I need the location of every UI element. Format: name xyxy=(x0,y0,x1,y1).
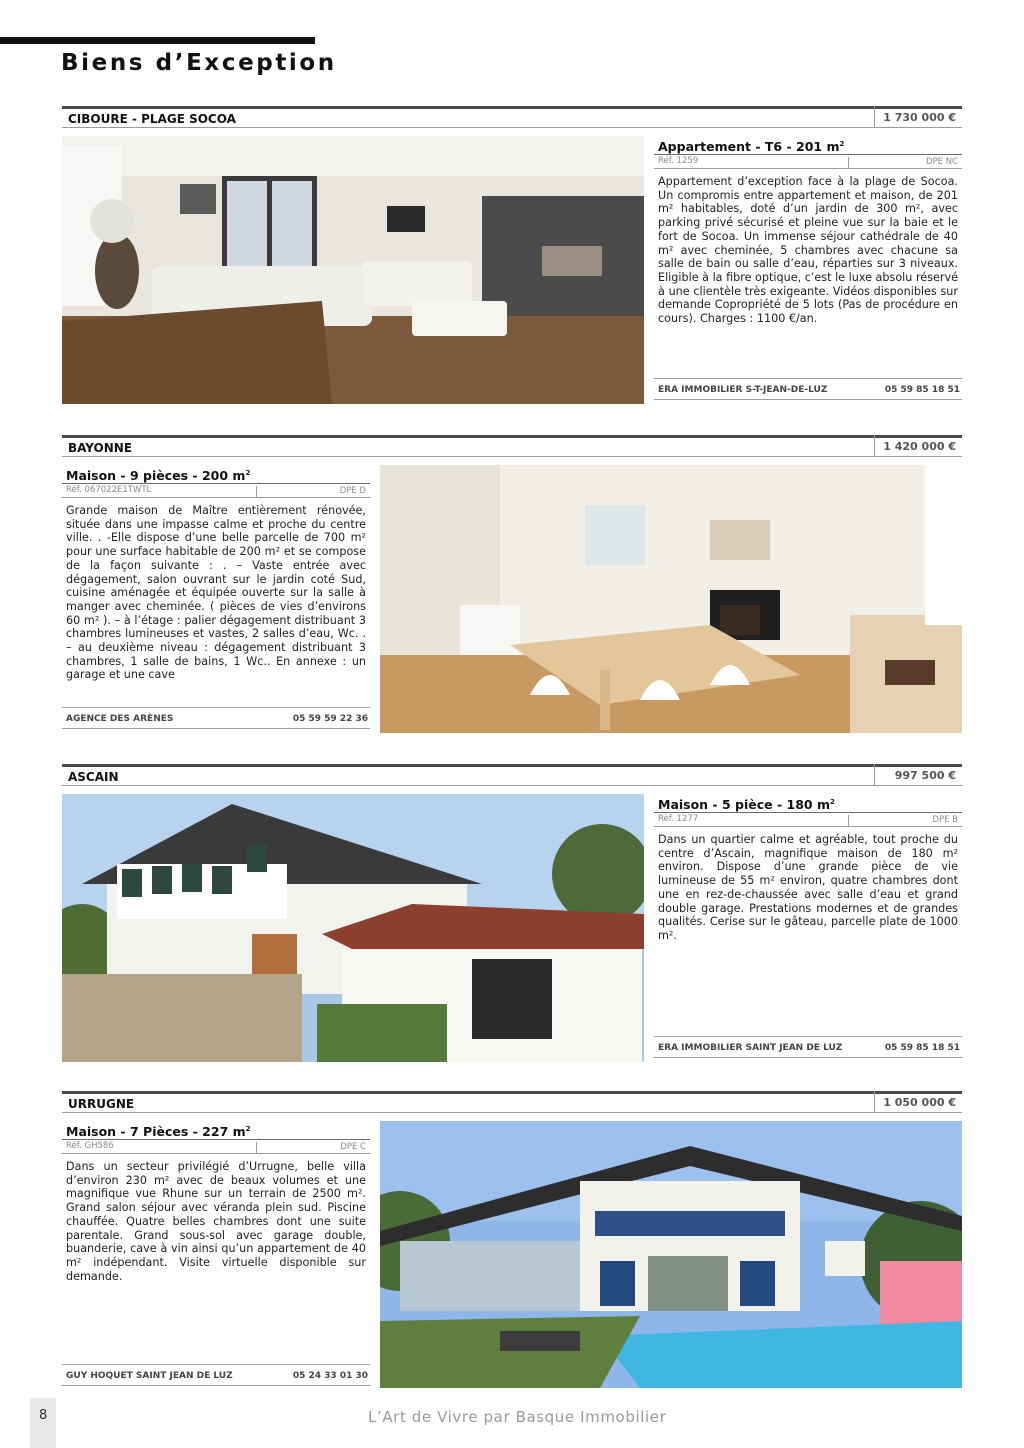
listing-price: 1 420 000 € xyxy=(874,435,962,457)
reference-row xyxy=(62,484,370,498)
footer-tagline: L’Art de Vivre par Basque Immobilier xyxy=(368,1408,667,1426)
listing-header xyxy=(62,106,962,128)
listing-price: 1 730 000 € xyxy=(874,106,962,128)
listing-price: 997 500 € xyxy=(874,764,962,786)
agency-row xyxy=(654,378,962,400)
reference-number: Réf. 1277 xyxy=(658,814,699,824)
page-title: Biens d’Exception xyxy=(61,50,337,76)
agency-name: GUY HOQUET SAINT JEAN DE LUZ xyxy=(66,1371,233,1381)
listing-details xyxy=(654,136,962,326)
listing-photo-villa-pool[interactable] xyxy=(380,1121,962,1388)
reference-row xyxy=(654,155,962,169)
listing-photo-dining-room[interactable] xyxy=(380,465,962,733)
listing-header xyxy=(62,1091,962,1113)
dpe-rating: DPE C xyxy=(256,1142,366,1154)
listing-photo-living-room[interactable] xyxy=(62,136,644,404)
agency-phone[interactable]: 05 59 59 22 36 xyxy=(292,714,368,724)
reference-number: Réf. GH586 xyxy=(66,1141,114,1151)
listing-city: ASCAIN xyxy=(68,770,119,784)
listing-ciboure[interactable] xyxy=(62,106,962,406)
page-number: 8 xyxy=(39,1408,48,1423)
listing-description: Grande maison de Maître entièrement rénovée, située dans une impasse calme et proche du centre ville. . -Elle dispose d’une belle parcelle de 700 m² pour une surface habitable de 200 m² et se compose de la façon suivante : . – Vaste entrée avec dégagement, salon ouvrant sur le jardin coté Sud, cuisine aménagée et équipée ouverte sur la salle à manger avec cheminée. ( pièces de vies d’environs 60 m² ). – à l’étage : palier dégagement distribuant 3 chambres lumineuses et vastes, 2 salles d’eau, Wc. . – au deuxième niveau : dégagement distribuant 3 chambres, 1 salle de bains, 1 Wc.. En annexe : un garage et une cave xyxy=(66,504,366,682)
property-type: Maison - 5 pièce - 180 $m^2$ xyxy=(654,794,962,813)
listing-description: Appartement d’exception face à la plage de Socoa. Un compromis entre appartement et maison, de 201 m² habitables, doté d’un jardin de 300 m², avec parking privé sécurisé et pleine vue sur la baie et le fort de Socoa. Un immense séjour cathédrale de 40 m² avec cheminée, 5 chambres avec chacune sa salle de bain ou salle d’eau, réparties sur 3 niveaux. Eligible à la fibre optique, c’est le luxe absolu réservé à une clientèle très exigeante. Vidéos disponibles sur demande Copropriété de 5 lots (Pas de procédure en cours). Charges : 1100 €/an. xyxy=(658,175,958,326)
listing-header xyxy=(62,435,962,457)
listing-price: 1 050 000 € xyxy=(874,1091,962,1113)
agency-name: ERA IMMOBILIER S-T-JEAN-DE-LUZ xyxy=(658,385,828,395)
listing-details xyxy=(62,1121,370,1283)
reference-number: Réf. 067022E1TWTL xyxy=(66,485,152,495)
agency-phone[interactable]: 05 59 85 18 51 xyxy=(884,385,960,395)
listing-details xyxy=(654,794,962,943)
agency-row xyxy=(62,1364,370,1386)
agency-row xyxy=(654,1036,962,1058)
listing-photo-basque-house[interactable] xyxy=(62,794,644,1062)
agency-phone[interactable]: 05 24 33 01 30 xyxy=(292,1371,368,1381)
page-number-tab xyxy=(30,1398,56,1448)
listing-header xyxy=(62,764,962,786)
dpe-rating: DPE B xyxy=(848,815,958,827)
property-type: Maison - 7 Pièces - 227 $m^2$ xyxy=(62,1121,370,1140)
property-type: Appartement - T6 - 201 $m^2$ xyxy=(654,136,962,155)
dpe-rating: DPE D xyxy=(256,486,366,498)
listing-city: URRUGNE xyxy=(68,1097,135,1111)
listing-description: Dans un quartier calme et agréable, tout proche du centre d’Ascain, magnifique maison de 180 m² environ. Dispose d’une grande pièce de vie lumineuse de 55 m² environ, quatre chambres dont une en rez-de-chaussée avec salle d’eau et grand double garage. Prestations modernes et de grandes qualités. Cerise sur le gâteau, parcelle plate de 1000 m². xyxy=(658,833,958,942)
agency-name: ERA IMMOBILIER SAINT JEAN DE LUZ xyxy=(658,1043,843,1053)
listing-urrugne[interactable] xyxy=(62,1091,962,1391)
listing-city: CIBOURE - PLAGE SOCOA xyxy=(68,112,236,126)
listing-description: Dans un secteur privilégié d’Urrugne, belle villa d’environ 230 m² avec de beaux volumes et une magnifique vue Rhune sur un terrain de 2500 m². Grand salon séjour avec véranda plein sud. Piscine chauffée. Quatre belles chambres dont une suite parentale. Grand sous-sol avec garage double, buanderie, cave à vin ainsi qu’un appartement de 40 m² indépendant. Visite virtuelle disponible sur demande. xyxy=(66,1160,366,1283)
header-accent-bar xyxy=(0,37,315,44)
reference-number: Réf. 1259 xyxy=(658,156,699,166)
agency-name: AGENCE DES ARÈNES xyxy=(66,714,174,724)
agency-row xyxy=(62,707,370,729)
listing-details xyxy=(62,465,370,682)
dpe-rating: DPE NC xyxy=(848,157,958,169)
reference-row xyxy=(62,1140,370,1154)
reference-row xyxy=(654,813,962,827)
listing-city: BAYONNE xyxy=(68,441,133,455)
listing-ascain[interactable] xyxy=(62,764,962,1064)
listing-bayonne[interactable] xyxy=(62,435,962,735)
agency-phone[interactable]: 05 59 85 18 51 xyxy=(884,1043,960,1053)
property-type: Maison - 9 pièces - 200 $m^2$ xyxy=(62,465,370,484)
